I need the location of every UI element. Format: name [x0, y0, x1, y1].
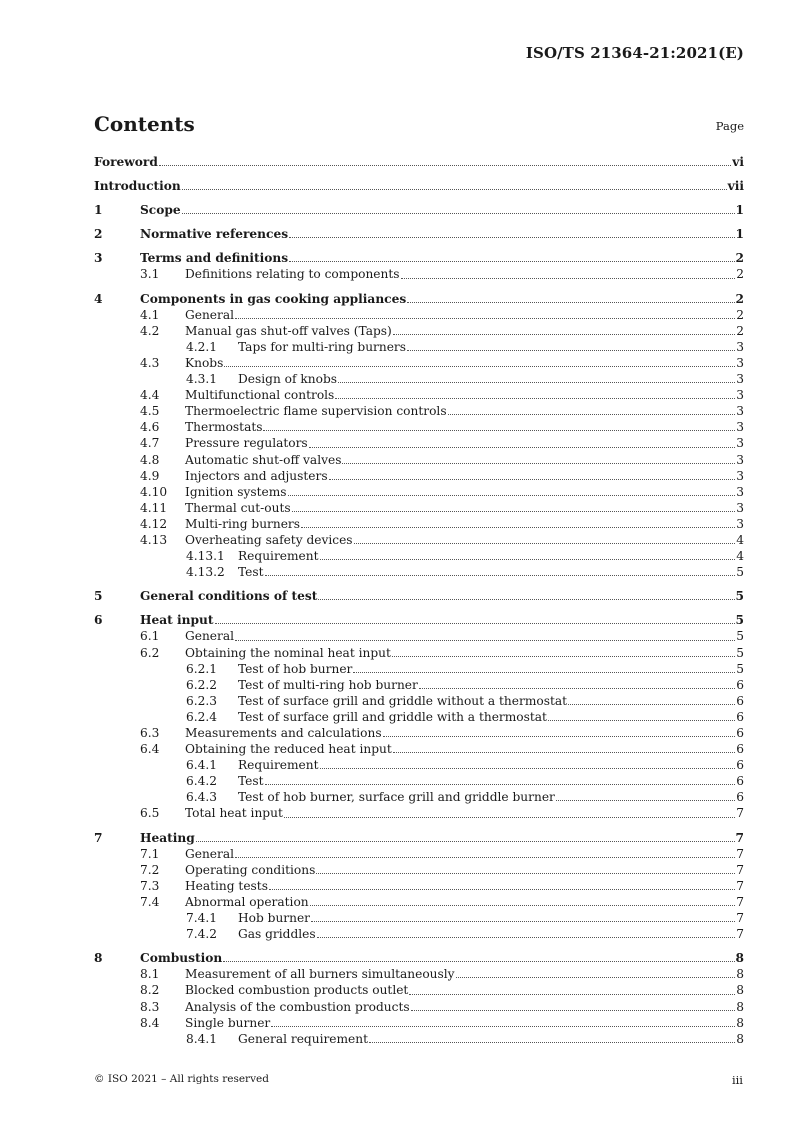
- toc-entry-number: 7.2: [140, 862, 160, 877]
- toc-entry-title: Foreword: [94, 155, 158, 169]
- toc-entry[interactable]: [94, 291, 744, 307]
- toc-entry-title: Pressure regulators: [185, 436, 308, 451]
- toc-entry[interactable]: [94, 435, 744, 451]
- toc-entry-title: Obtaining the reduced heat input: [185, 742, 392, 757]
- dot-leader: [292, 510, 736, 512]
- dot-leader: [329, 478, 736, 480]
- dot-leader: [354, 542, 736, 544]
- dot-leader: [235, 639, 735, 641]
- dot-leader: [338, 381, 735, 383]
- toc-entry-number: 4.6: [140, 420, 160, 435]
- dot-leader: [224, 365, 735, 367]
- toc-entry-number: 4.5: [140, 404, 160, 419]
- page-column-label: Page: [715, 119, 744, 133]
- dot-leader: [159, 164, 731, 166]
- toc-entry[interactable]: [94, 548, 744, 564]
- toc-entry-page: 3: [736, 339, 744, 354]
- toc-entry-title: Components in gas cooking appliances: [140, 291, 407, 306]
- toc-entry-page: 6: [736, 726, 744, 740]
- toc-entry-title: Thermoelectric flame supervision controls: [185, 404, 447, 419]
- toc-entry-page: 3: [736, 500, 744, 515]
- toc-entry-title: Test: [238, 774, 264, 789]
- dot-leader: [393, 751, 735, 753]
- toc-entry-number: 4.7: [140, 436, 160, 451]
- toc-entry-page: 8: [736, 1015, 744, 1030]
- toc-entry[interactable]: [94, 202, 744, 218]
- toc-entry[interactable]: [94, 178, 744, 194]
- toc-entry-number: 4.3.1: [186, 372, 218, 387]
- toc-entry-title: Analysis of the combustion products: [185, 999, 410, 1014]
- toc-entry-number: 4.1: [140, 307, 160, 322]
- toc-entry[interactable]: [94, 154, 744, 170]
- contents-heading: Contents: [94, 112, 195, 136]
- toc-entry-page: 6: [736, 677, 744, 692]
- dot-leader: [310, 904, 736, 906]
- toc-entry-number: 4.13.2: [186, 565, 225, 580]
- toc-entry[interactable]: [94, 846, 744, 862]
- toc-entry-title: Combustion: [140, 951, 223, 966]
- toc-entry[interactable]: [94, 339, 744, 355]
- toc-entry-page: 3: [736, 436, 744, 451]
- toc-entry-number: 6.4.2: [186, 774, 218, 789]
- toc-entry-title: Gas griddles: [238, 927, 316, 942]
- toc-entry[interactable]: [94, 250, 744, 266]
- toc-entry-number: 8.3: [140, 999, 160, 1014]
- toc-entry-title: Requirement: [238, 758, 319, 773]
- toc-entry-page: 8: [735, 951, 744, 966]
- toc-entry[interactable]: [94, 419, 744, 435]
- toc-entry-title: General: [185, 629, 234, 644]
- dot-leader: [317, 936, 736, 938]
- toc-entry[interactable]: [94, 805, 744, 821]
- toc-entry-title: Overheating safety devices: [185, 532, 353, 547]
- toc-entry[interactable]: [94, 773, 744, 789]
- toc-entry-page: 6: [736, 693, 744, 708]
- toc-entry-title: Blocked combustion products outlet: [185, 983, 409, 998]
- toc-entry[interactable]: [94, 693, 744, 709]
- toc-entry-page: 3: [736, 484, 744, 499]
- toc-entry[interactable]: [94, 564, 744, 580]
- toc-entry-title: Normative references: [140, 227, 289, 242]
- dot-leader: [448, 413, 736, 415]
- toc-entry-page: vii: [727, 179, 744, 194]
- toc-entry[interactable]: [94, 532, 744, 548]
- toc-entry-page: 6: [736, 709, 744, 724]
- toc-entry-number: 3.1: [140, 267, 160, 282]
- dot-leader: [265, 783, 736, 785]
- toc-entry-title: Single burner: [185, 1015, 271, 1030]
- toc-entry[interactable]: [94, 226, 744, 242]
- dot-leader: [548, 719, 735, 721]
- toc-entry-number: 6.4: [140, 742, 160, 757]
- toc-entry-title: Test of surface grill and griddle with a thermostat: [238, 709, 547, 724]
- toc-entry-number: 4.13.1: [186, 549, 225, 564]
- toc-entry[interactable]: [94, 645, 744, 661]
- toc-entry-page: 6: [736, 790, 744, 805]
- toc-entry-page: 2: [736, 307, 744, 322]
- toc-entry-title: Test of hob burner, surface grill and griddle burner: [238, 790, 555, 805]
- toc-entry-page: 8: [736, 983, 744, 998]
- toc-entry-title: Heat input: [140, 613, 214, 628]
- toc-entry-title: Heating tests: [185, 878, 268, 893]
- toc-entry[interactable]: [94, 757, 744, 773]
- toc-entry[interactable]: [94, 926, 744, 942]
- toc-entry-number: 7: [94, 830, 103, 845]
- toc-entry-title: Operating conditions: [185, 862, 316, 877]
- dot-leader: [383, 735, 736, 737]
- toc-entry-number: 8: [94, 951, 103, 966]
- dot-leader: [289, 236, 734, 238]
- toc-entry-title: Multifunctional controls: [185, 388, 335, 403]
- dot-leader: [269, 888, 735, 890]
- toc-entry[interactable]: [94, 910, 744, 926]
- toc-entry-title: Abnormal operation: [185, 894, 309, 909]
- toc-entry-title: Introduction: [94, 179, 181, 194]
- toc-entry-page: 7: [736, 878, 744, 893]
- toc-entry-page: 6: [736, 774, 744, 789]
- table-of-contents: [94, 154, 744, 1047]
- toc-entry-page: 5: [736, 629, 744, 644]
- dot-leader: [409, 993, 735, 995]
- toc-entry-number: 1: [94, 203, 103, 218]
- toc-entry-page: 6: [736, 758, 744, 773]
- toc-entry-title: Manual gas shut-off valves (Taps): [185, 323, 392, 338]
- dot-leader: [393, 333, 735, 335]
- toc-entry-page: 7: [736, 846, 744, 861]
- dot-leader: [316, 872, 735, 874]
- toc-entry-page: 6: [736, 742, 744, 757]
- toc-entry-title: Total heat input: [185, 806, 283, 821]
- toc-entry-title: Test of surface grill and griddle without a thermostat: [238, 693, 568, 708]
- toc-entry-number: 4.3: [140, 355, 160, 370]
- toc-entry-page: 2: [735, 291, 744, 306]
- toc-entry[interactable]: [94, 588, 744, 604]
- document-id: ISO/TS 21364-21:2021(E): [525, 44, 744, 62]
- toc-entry[interactable]: [94, 661, 744, 677]
- toc-entry-page: 7: [736, 806, 744, 821]
- dot-leader: [271, 1025, 735, 1027]
- toc-entry[interactable]: [94, 725, 744, 741]
- dot-leader: [407, 349, 735, 351]
- toc-entry[interactable]: [94, 830, 744, 846]
- toc-entry-number: 8.4: [140, 1015, 160, 1030]
- toc-entry-number: 6.1: [140, 629, 160, 644]
- toc-entry-number: 4.2.1: [186, 339, 218, 354]
- toc-entry[interactable]: [94, 307, 744, 323]
- copyright-footer: © ISO 2021 – All rights reserved: [94, 1073, 269, 1085]
- toc-entry-page: 7: [735, 830, 744, 845]
- toc-entry-page: 7: [736, 862, 744, 877]
- toc-entry-number: 4.8: [140, 452, 160, 467]
- dot-leader: [320, 767, 736, 769]
- toc-entry-page: 5: [735, 613, 744, 628]
- toc-entry-page: 3: [736, 355, 744, 370]
- toc-entry-title: Thermal cut-outs: [185, 500, 291, 515]
- dot-leader: [215, 622, 735, 624]
- toc-entry-title: Multi-ring burners: [185, 516, 301, 531]
- toc-entry[interactable]: [94, 387, 744, 403]
- toc-entry-page: 5: [736, 661, 744, 676]
- toc-entry[interactable]: [94, 266, 744, 282]
- toc-entry[interactable]: [94, 452, 744, 468]
- dot-leader: [288, 494, 736, 496]
- toc-entry[interactable]: [94, 371, 744, 387]
- toc-entry-title: Measurement of all burners simultaneously: [185, 967, 455, 982]
- toc-entry-page: 1: [735, 227, 744, 242]
- toc-entry-number: 6.4.3: [186, 790, 218, 805]
- toc-entry-number: 6.2.2: [186, 677, 218, 692]
- toc-entry-page: 2: [736, 323, 744, 338]
- toc-entry-title: General conditions of test: [140, 589, 318, 604]
- toc-entry-title: Ignition systems: [185, 484, 287, 499]
- toc-entry-page: 5: [735, 589, 744, 604]
- toc-entry-title: Test of hob burner: [238, 661, 353, 676]
- dot-leader: [335, 397, 735, 399]
- dot-leader: [456, 976, 736, 978]
- toc-entry[interactable]: [94, 612, 744, 628]
- dot-leader: [196, 840, 735, 842]
- toc-entry-number: 4.10: [140, 484, 168, 499]
- dot-leader: [223, 960, 734, 962]
- toc-entry-title: Design of knobs: [238, 372, 338, 387]
- dot-leader: [320, 558, 736, 560]
- dot-leader: [235, 856, 735, 858]
- toc-entry[interactable]: [94, 323, 744, 339]
- toc-entry-page: 4: [736, 532, 744, 547]
- toc-entry-title: Test of multi-ring hob burner: [238, 677, 418, 692]
- toc-entry-title: Requirement: [238, 549, 319, 564]
- toc-entry-page: 5: [736, 645, 744, 660]
- toc-entry-page: 3: [736, 388, 744, 403]
- toc-entry-title: General: [185, 307, 234, 322]
- dot-leader: [556, 799, 735, 801]
- toc-entry-number: 6.4.1: [186, 758, 218, 773]
- toc-entry-number: 7.4.1: [186, 911, 218, 926]
- toc-entry[interactable]: [94, 950, 744, 966]
- toc-entry[interactable]: [94, 894, 744, 910]
- toc-entry-page: 5: [736, 565, 744, 580]
- dot-leader: [411, 1009, 736, 1011]
- toc-entry-page: 7: [736, 911, 744, 926]
- toc-entry-page: 2: [736, 267, 744, 282]
- dot-leader: [392, 655, 735, 657]
- toc-entry-number: 7.4: [140, 894, 160, 909]
- toc-entry-title: Injectors and adjusters: [185, 468, 328, 483]
- toc-entry-page: 8: [736, 967, 744, 982]
- toc-entry-page: 7: [736, 927, 744, 942]
- toc-entry-page: 8: [736, 1031, 744, 1046]
- toc-entry[interactable]: [94, 1015, 744, 1031]
- toc-entry[interactable]: [94, 355, 744, 371]
- dot-leader: [309, 446, 736, 448]
- toc-entry-page: 4: [736, 549, 744, 564]
- dot-leader: [401, 277, 736, 279]
- toc-entry-number: 3: [94, 251, 103, 266]
- toc-entry-title: Measurements and calculations: [185, 726, 382, 740]
- toc-entry-number: 8.1: [140, 967, 160, 982]
- toc-entry-title: Terms and definitions: [140, 251, 289, 266]
- toc-entry-title: Hob burner: [238, 911, 311, 926]
- toc-entry-title: Obtaining the nominal heat input: [185, 645, 391, 660]
- toc-entry-page: 3: [736, 468, 744, 483]
- toc-entry-number: 8.4.1: [186, 1031, 218, 1046]
- toc-entry-number: 7.3: [140, 878, 160, 893]
- toc-entry-title: Thermostats: [185, 420, 263, 435]
- toc-entry-page: 3: [736, 372, 744, 387]
- toc-entry-title: Definitions relating to components: [185, 267, 400, 282]
- toc-entry-page: 3: [736, 420, 744, 435]
- dot-leader: [318, 598, 734, 600]
- toc-entry-title: Knobs: [185, 355, 224, 370]
- toc-entry[interactable]: [94, 741, 744, 757]
- toc-entry[interactable]: [94, 484, 744, 500]
- toc-entry[interactable]: [94, 709, 744, 725]
- toc-entry-number: 4.9: [140, 468, 160, 483]
- toc-entry[interactable]: [94, 1031, 744, 1047]
- toc-entry-number: 4.2: [140, 323, 160, 338]
- dot-leader: [342, 462, 735, 464]
- toc-entry-number: 4.13: [140, 532, 168, 547]
- toc-entry[interactable]: [94, 628, 744, 644]
- toc-entry-number: 6.3: [140, 726, 160, 740]
- toc-entry-page: 1: [735, 203, 744, 218]
- toc-entry-number: 6: [94, 613, 103, 628]
- toc-entry-number: 7.1: [140, 846, 160, 861]
- toc-entry-number: 6.2.3: [186, 693, 218, 708]
- toc-entry-number: 4: [94, 291, 103, 306]
- toc-entry-title: Test: [238, 565, 264, 580]
- dot-leader: [568, 703, 735, 705]
- toc-entry-title: Scope: [140, 203, 181, 218]
- toc-entry[interactable]: [94, 878, 744, 894]
- toc-entry-number: 4.12: [140, 516, 168, 531]
- toc-entry-number: 6.2.4: [186, 709, 218, 724]
- toc-entry-page: 7: [736, 894, 744, 909]
- toc-entry[interactable]: [94, 468, 744, 484]
- dot-leader: [263, 429, 735, 431]
- dot-leader: [284, 816, 735, 818]
- dot-leader: [369, 1041, 735, 1043]
- toc-entry[interactable]: [94, 500, 744, 516]
- dot-leader: [289, 260, 734, 262]
- toc-entry-number: 6.5: [140, 806, 160, 821]
- toc-entry[interactable]: [94, 789, 744, 805]
- dot-leader: [235, 317, 735, 319]
- dot-leader: [182, 188, 727, 190]
- toc-entry-number: 7.4.2: [186, 927, 218, 942]
- toc-entry[interactable]: [94, 516, 744, 532]
- toc-entry-page: 3: [736, 404, 744, 419]
- dot-leader: [182, 212, 735, 214]
- toc-entry[interactable]: [94, 982, 744, 998]
- toc-entry-number: 4.11: [140, 500, 168, 515]
- toc-entry-number: 4.4: [140, 388, 160, 403]
- toc-entry[interactable]: [94, 999, 744, 1015]
- toc-entry-page: 8: [736, 999, 744, 1014]
- toc-entry-number: 6.2.1: [186, 661, 218, 676]
- toc-entry-number: 5: [94, 589, 103, 604]
- toc-entry-title: Automatic shut-off valves: [185, 452, 342, 467]
- dot-leader: [419, 687, 735, 689]
- dot-leader: [301, 526, 735, 528]
- toc-entry-number: 2: [94, 227, 103, 242]
- toc-entry-number: 6.2: [140, 645, 160, 660]
- toc-entry-page: 3: [736, 516, 744, 531]
- dot-leader: [265, 574, 736, 576]
- toc-entry-title: General requirement: [238, 1031, 369, 1046]
- toc-entry[interactable]: [94, 966, 744, 982]
- toc-entry[interactable]: [94, 862, 744, 878]
- toc-entry-page: vi: [732, 155, 744, 169]
- dot-leader: [311, 920, 735, 922]
- page-number: iii: [731, 1073, 743, 1087]
- dot-leader: [407, 301, 734, 303]
- toc-entry[interactable]: [94, 403, 744, 419]
- toc-entry-title: Taps for multi-ring burners: [238, 339, 407, 354]
- toc-entry-title: General: [185, 846, 234, 861]
- toc-entry-page: 2: [735, 251, 744, 266]
- toc-entry-title: Heating: [140, 830, 195, 845]
- toc-entry[interactable]: [94, 677, 744, 693]
- toc-entry-page: 3: [736, 452, 744, 467]
- dot-leader: [353, 671, 735, 673]
- toc-entry-number: 8.2: [140, 983, 160, 998]
